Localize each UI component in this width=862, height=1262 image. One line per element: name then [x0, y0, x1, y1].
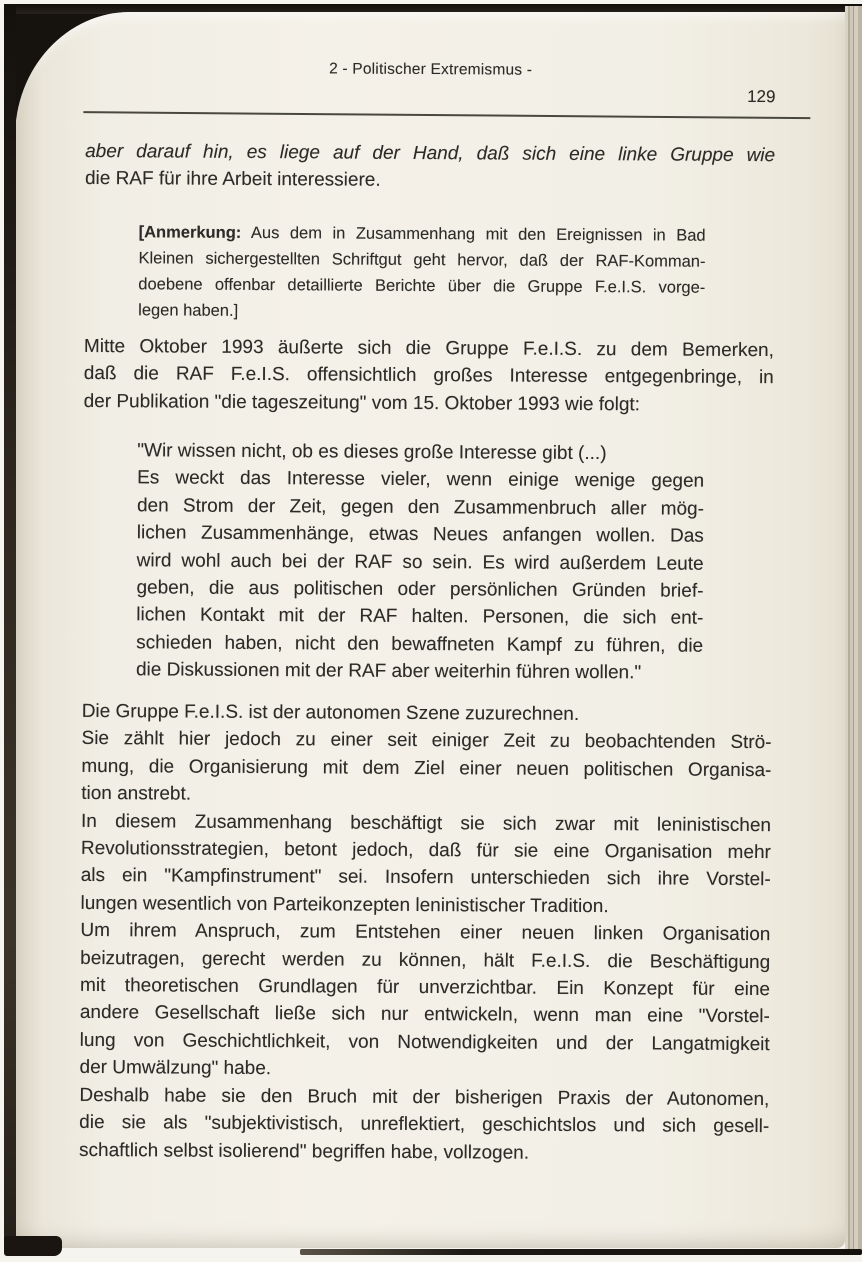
annotation-label: [Anmerkung: [138, 223, 242, 242]
paragraph-intro [85, 138, 775, 197]
text-line: Revolutionsstrategien, betont jedoch, daß für sie eine Organisation mehr [80, 837, 771, 864]
text-line: der Umwälzung" habe. [79, 1057, 272, 1080]
scan-background-bottom-corner [4, 1236, 62, 1256]
annotation-label-rest: Aus dem in Zusammenhang mit den Ereignissen in Bad [241, 223, 706, 245]
text-line: schieden haben, nicht den bewaffneten Kampf zu führen, die [136, 632, 704, 657]
text-line: legen haben.] [138, 301, 239, 320]
page-number: 129 [747, 86, 776, 107]
text-line: wird wohl auch bei der RAF so sein. Es wird außerdem Leute [136, 549, 704, 575]
quote-intro-line: "Wir wissen nicht, ob es dieses große Interesse gibt (...) [137, 440, 607, 465]
text-line: aber darauf hin, es liege auf der Hand, daß sich eine linke Gruppe wie [85, 140, 776, 167]
text-line: als ein "Kampfinstrument" sei. Insofern unterschieden sich ihre Vorstel- [80, 865, 771, 891]
text-line: lung von Geschichtlichkeit, von Notwendigkeiten und der Langatmigkeit [79, 1029, 770, 1056]
running-header: 2 - Politischer Extremismus - [329, 60, 533, 79]
text-line: lichen Kontakt mit der RAF halten. Personen, die sich ent- [136, 604, 704, 630]
body-text-block [79, 698, 772, 1168]
text-line: tion anstrebt. [81, 783, 192, 805]
quote-block [136, 437, 704, 687]
text-line: Kleinen sichergestellten Schriftgut geht hervor, daß der RAF-Komman- [138, 249, 706, 271]
text-line: lichen Zusammenhänge, etwas Neues anfangen wollen. Das [136, 522, 704, 547]
text-line: mung, die Organisierung mit dem Ziel einer neuen politischen Organisa- [81, 755, 772, 781]
page-edge-stack [845, 6, 862, 1252]
body-paragraph [81, 725, 771, 811]
text-line: Um ihrem Anspruch, zum Entstehen einer neuen linken Organisation [80, 920, 771, 946]
text-line: beizutragen, gerecht werden zu können, hält F.e.I.S. die Beschäftigung [80, 947, 771, 973]
annotation-block [138, 219, 706, 326]
text-line: geben, die aus politischen oder persönlichen Gründen brief- [136, 577, 704, 602]
paragraph-lines [84, 333, 774, 419]
paragraph-october [84, 333, 774, 419]
text-line: daß die RAF F.e.I.S. offensichtlich großes Interesse entgegenbringe, in [83, 363, 774, 389]
text-line: die sie als "subjektivistisch, unreflektiert, geschichtslos und sich gesell- [79, 1112, 770, 1138]
body-paragraph [79, 917, 770, 1086]
text-line: die Diskussionen mit der RAF aber weiterhin führen wollen." [135, 659, 642, 684]
text-line: die RAF für ihre Arbeit interessiere. [84, 168, 381, 192]
text-line: Sie zählt hier jedoch zu einer seit einiger Zeit zu beobachtenden Strö- [81, 728, 772, 754]
annotation-lines [138, 245, 705, 326]
text-line: den Strom der Zeit, gegen den Zusammenbruch aller mög- [136, 495, 705, 520]
text-line: schaftlich selbst isolierend" begriffen habe, vollzogen. [78, 1139, 530, 1164]
book-page-paper [15, 12, 845, 1248]
scan-background-bottom-line [300, 1249, 862, 1255]
text-line: Deshalb habe sie den Bruch mit der bisherigen Praxis der Autonomen, [79, 1084, 770, 1110]
text-line: In diesem Zusammenhang beschäftigt sie sich zwar mit leninistischen [80, 810, 772, 836]
body-paragraph [80, 808, 771, 922]
body-paragraph [79, 1082, 769, 1168]
text-line: doebene offenbar detaillierte Berichte über die Gruppe F.e.I.S. vorge- [138, 275, 706, 297]
quote-lines [136, 465, 704, 688]
text-line: lungen wesentlich von Parteikonzepten leninistischer Tradition. [80, 892, 609, 917]
text-line: Mitte Oktober 1993 äußerte sich die Gruppe F.e.I.S. zu dem Bemerken, [83, 335, 775, 362]
text-line: Es weckt das Interesse vieler, wenn einige wenige gegen [137, 467, 705, 493]
page-content [7, 12, 845, 1253]
book-binding-shadow [4, 4, 16, 1252]
text-line: der Publikation "die tageszeitung" vom 15. Oktober 1993 wie folgt: [83, 390, 641, 416]
text-line: andere Gesellschaft ließe sich nur entwickeln, wenn man eine "Vorstel- [79, 1002, 770, 1028]
text-line: Die Gruppe F.e.I.S. ist der autonomen Szene zuzurechnen. [81, 700, 580, 725]
text-line: mit theoretischen Grundlagen für unverzichtbar. Ein Konzept für eine [79, 974, 771, 1001]
annotation-first-line [139, 219, 706, 248]
body-paragraph [82, 698, 772, 730]
header-rule [83, 111, 810, 119]
